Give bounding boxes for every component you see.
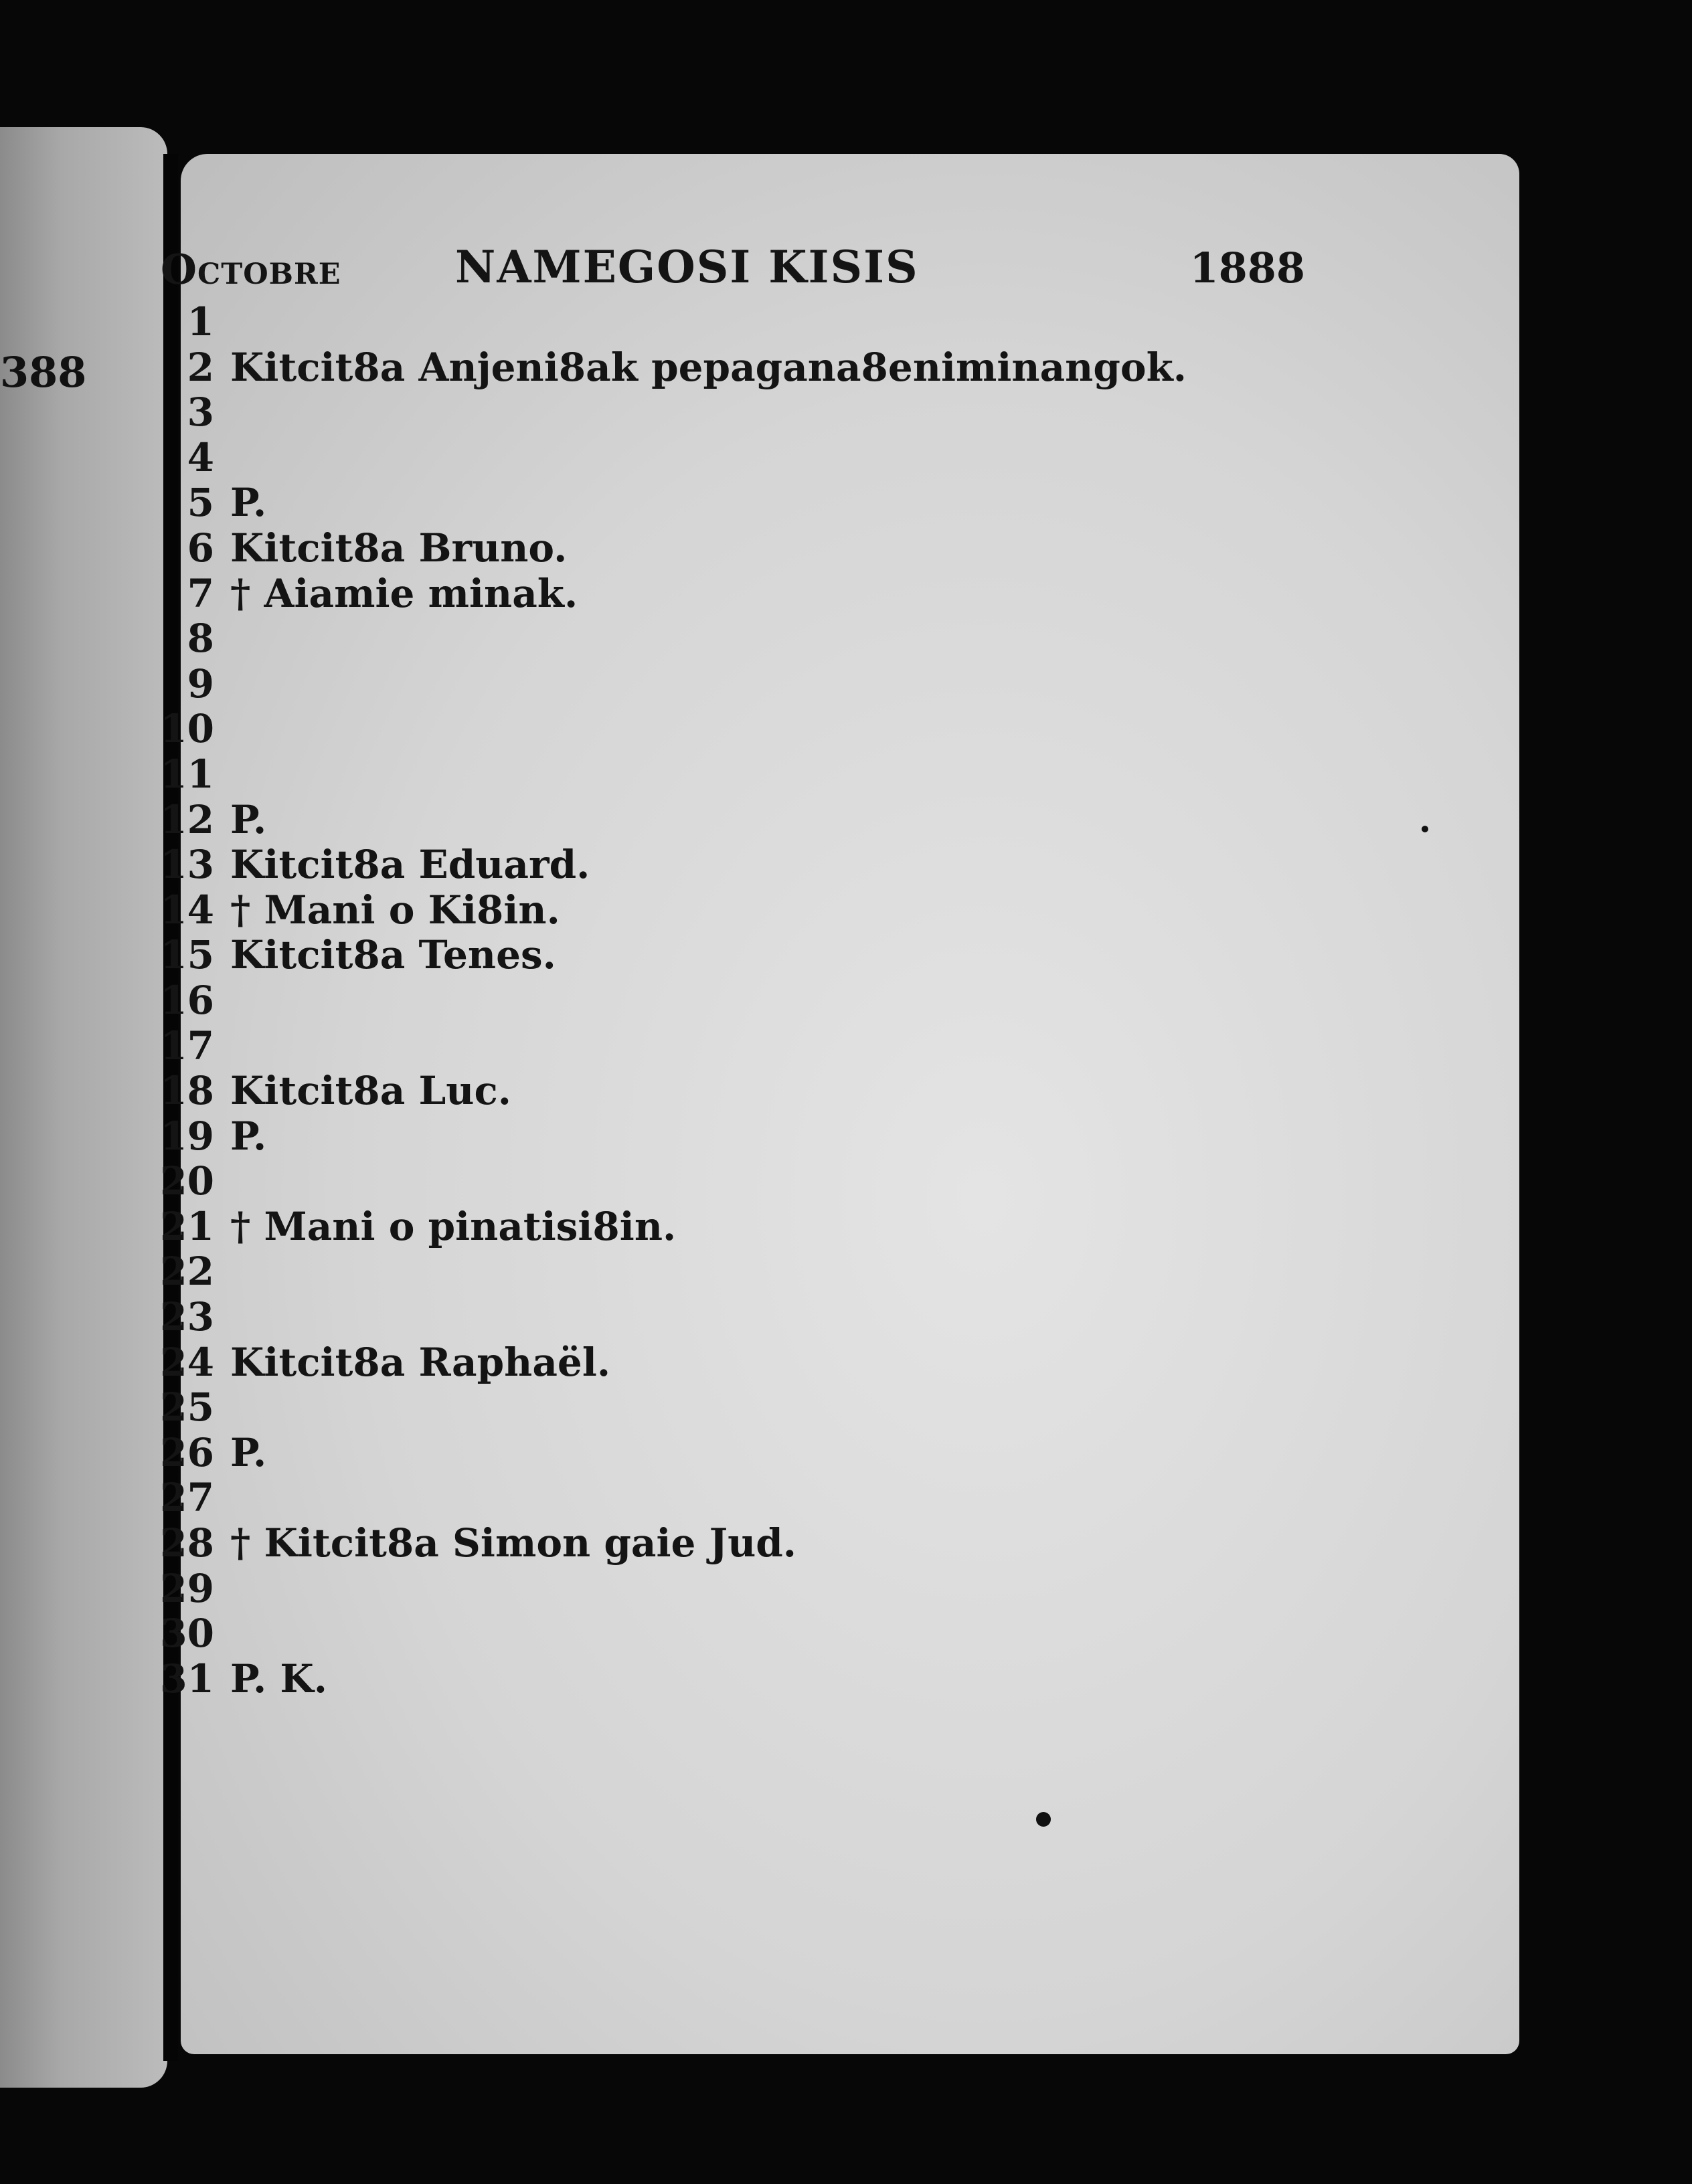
page-header [161, 241, 1305, 308]
day-row [154, 1204, 1332, 1250]
day-row [154, 1295, 1332, 1340]
feast-entry: † Kitcit8a Simon gaie Jud. [230, 1520, 796, 1566]
feast-entry: Kitcit8a Anjeni8ak pepagana8eniminangok. [230, 344, 1187, 390]
day-row [154, 662, 1332, 707]
day-row [154, 345, 1332, 391]
day-number: 18 [160, 1068, 214, 1114]
ink-spot [1036, 1812, 1051, 1827]
day-row [154, 1249, 1332, 1295]
day-number: 4 [187, 434, 214, 480]
day-row [154, 707, 1332, 752]
day-number: 2 [187, 344, 214, 390]
day-number: 29 [160, 1565, 214, 1611]
feast-entry: † Mani o pinatisi8in. [230, 1203, 677, 1249]
facing-page-edge [0, 127, 167, 2088]
day-row [154, 1566, 1332, 1612]
feast-entry: P. [230, 480, 267, 526]
month-label: Octobre [161, 245, 341, 294]
day-number: 20 [160, 1158, 214, 1204]
day-number: 3 [187, 389, 214, 436]
page-title: NAMEGOSI KISIS [455, 241, 919, 293]
day-row [154, 300, 1332, 345]
day-number: 31 [160, 1655, 214, 1702]
day-number: 24 [160, 1339, 214, 1385]
day-number: 12 [160, 796, 214, 842]
day-row [154, 1340, 1332, 1386]
day-number: 6 [187, 525, 214, 571]
day-number: 16 [160, 977, 214, 1023]
day-row [154, 1159, 1332, 1204]
facing-page-year: 388 [0, 348, 87, 397]
day-row [154, 978, 1332, 1024]
day-number: 23 [160, 1294, 214, 1340]
day-number: 15 [160, 932, 214, 978]
day-row [154, 526, 1332, 571]
day-row [154, 1431, 1332, 1476]
day-row [154, 933, 1332, 978]
day-number: 17 [160, 1022, 214, 1069]
feast-entry: P. K. [230, 1655, 327, 1702]
day-row [154, 752, 1332, 798]
day-row [154, 1069, 1332, 1114]
feast-entry: P. [230, 1113, 267, 1159]
day-row [154, 571, 1332, 617]
day-number: 28 [160, 1520, 214, 1566]
feast-entry: P. [230, 1429, 267, 1475]
feast-entry: Kitcit8a Tenes. [230, 932, 556, 978]
day-row [154, 1611, 1332, 1657]
day-row [154, 1024, 1332, 1069]
day-row [154, 1521, 1332, 1566]
day-number: 7 [187, 570, 214, 616]
day-number: 13 [160, 842, 214, 888]
day-list [154, 300, 1332, 1702]
day-number: 19 [160, 1113, 214, 1159]
day-number: 9 [187, 660, 214, 707]
day-row [154, 390, 1332, 436]
day-row [154, 842, 1332, 888]
day-number: 8 [187, 616, 214, 662]
day-row [154, 1475, 1332, 1521]
ink-spot [1422, 826, 1428, 832]
day-number: 10 [160, 706, 214, 752]
day-number: 21 [160, 1203, 214, 1249]
day-number: 27 [160, 1475, 214, 1521]
day-row [154, 1114, 1332, 1160]
day-number: 5 [187, 480, 214, 526]
feast-entry: † Aiamie minak. [230, 570, 578, 616]
day-number: 26 [160, 1429, 214, 1475]
feast-entry: Kitcit8a Luc. [230, 1068, 511, 1114]
feast-entry: Kitcit8a Raphaël. [230, 1339, 611, 1385]
feast-entry: P. [230, 796, 267, 842]
day-number: 11 [160, 751, 214, 797]
day-row [154, 436, 1332, 481]
day-row [154, 888, 1332, 933]
day-number: 14 [160, 887, 214, 933]
feast-entry: † Mani o Ki8in. [230, 887, 560, 933]
feast-entry: Kitcit8a Eduard. [230, 842, 590, 888]
day-row [154, 1657, 1332, 1702]
day-number: 25 [160, 1384, 214, 1431]
day-row [154, 480, 1332, 526]
year-label: 1888 [1189, 244, 1305, 292]
day-row [154, 1385, 1332, 1431]
day-number: 1 [187, 299, 214, 345]
feast-entry: Kitcit8a Bruno. [230, 525, 568, 571]
day-number: 30 [160, 1611, 214, 1657]
day-row [154, 616, 1332, 662]
day-row [154, 798, 1332, 843]
day-number: 22 [160, 1249, 214, 1295]
